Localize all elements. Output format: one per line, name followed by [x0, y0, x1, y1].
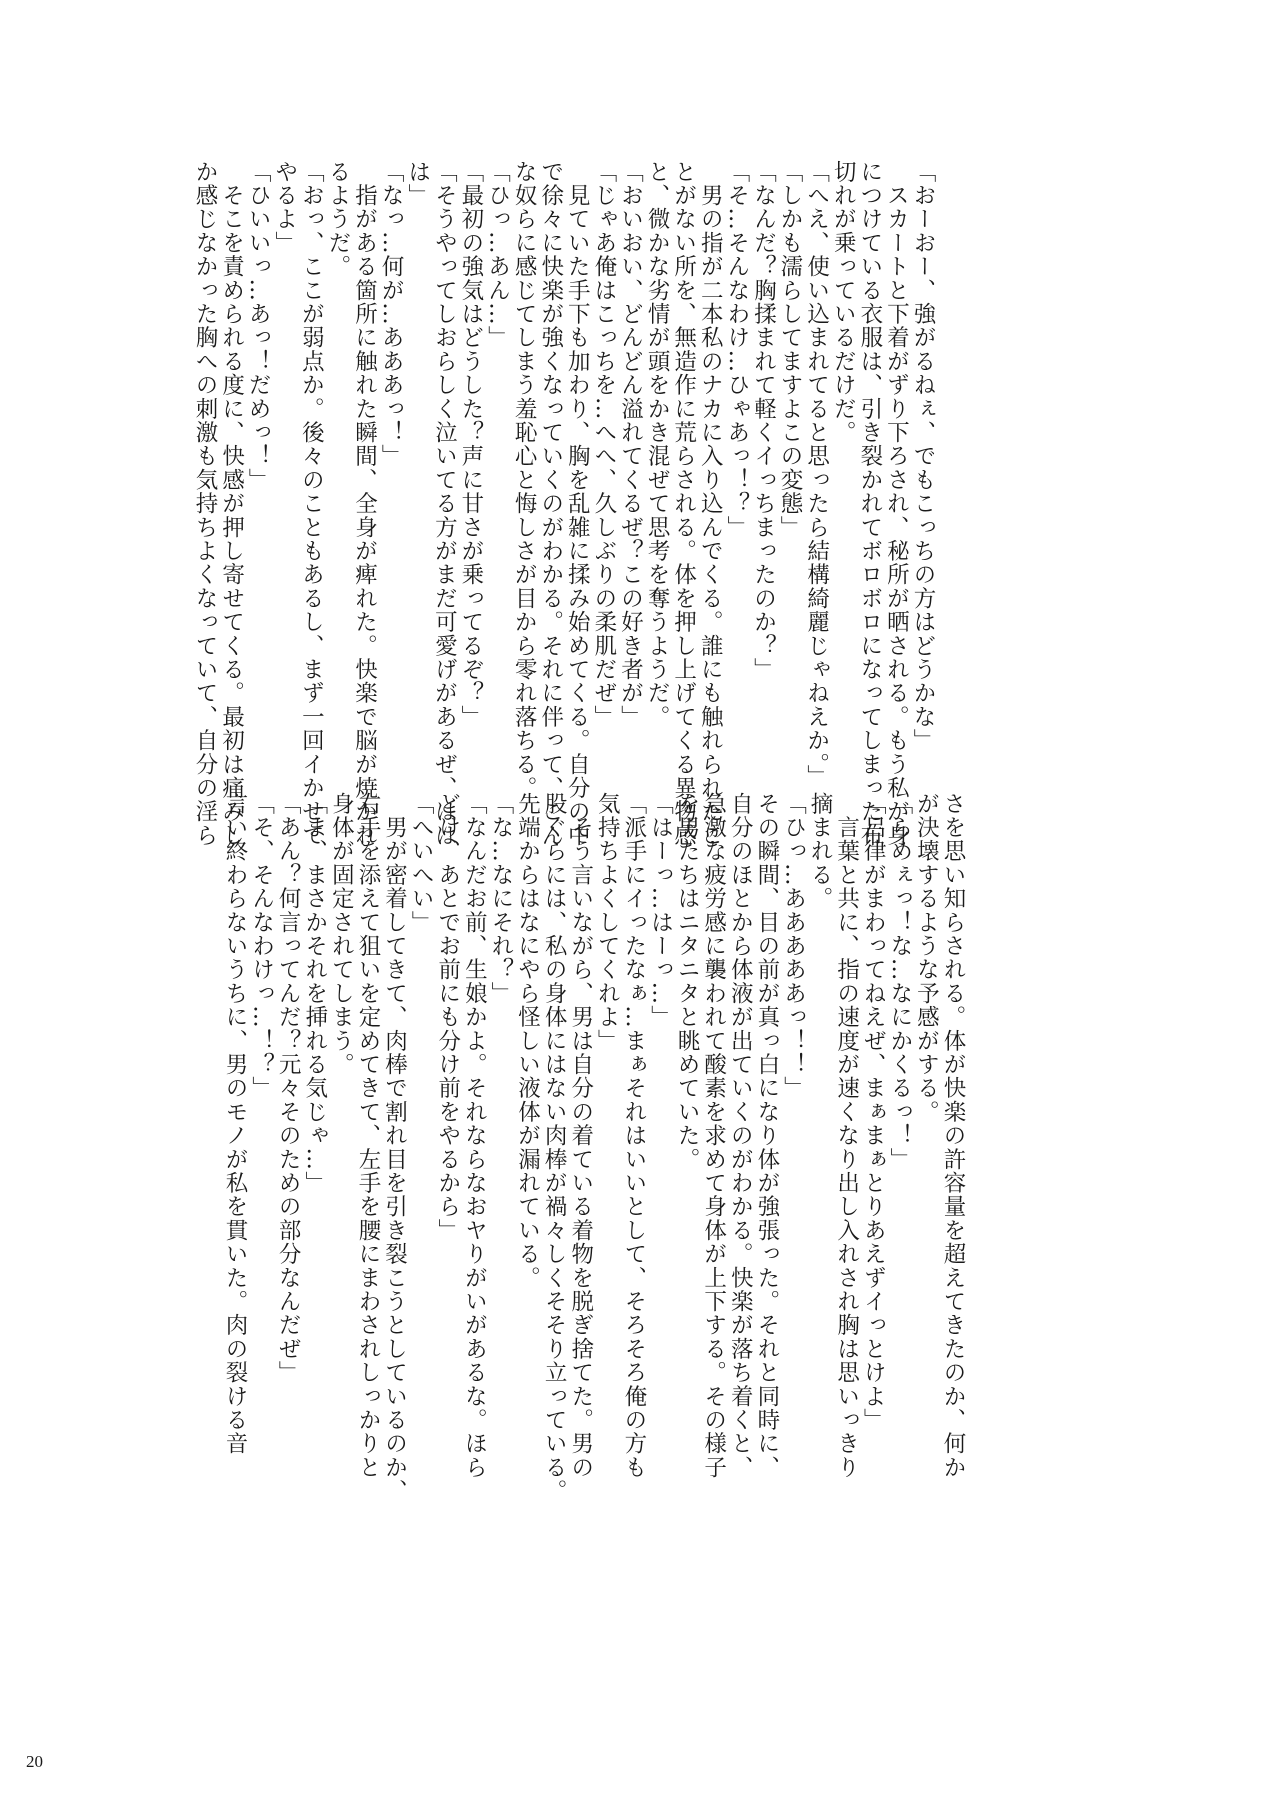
text-line: につけている衣服は、引き裂かれてボロボロになってしまった布	[856, 160, 883, 848]
text-line: どけ、あとでお前にも分け前をやるから」	[434, 792, 461, 1243]
text-line: 「なんだお前、生娘かよ。それならなおヤりがいがあるな。ほら	[461, 792, 488, 1480]
text-line: 「派手にイったなぁ…まぁそれはいいとして、そろそろ俺の方も	[620, 792, 647, 1480]
text-line: 先端からはなにやら怪しい液体が漏れている。	[514, 792, 541, 1290]
text-line: 「へえ、使い込まれてると思ったら結構綺麗じゃねえか。」	[803, 160, 830, 789]
text-line: やるよ」	[271, 160, 298, 255]
lower-text-block	[218, 792, 966, 1503]
text-line: を男たちはニタニタと眺めていた。	[674, 792, 701, 1172]
text-line: 「ひいいっ…あっ！だめっ！」	[245, 160, 272, 492]
text-line: 「おーおー、強がるねぇ、でもこっちの方はどうかな」	[910, 160, 936, 753]
text-line: 「そうやってしおらしく泣いてる方がまだ可愛げがあるぜ、はは	[431, 160, 458, 848]
text-line: 「ま、まさかそれを挿れる気じゃ…」	[301, 792, 328, 1195]
text-line: 「らめぇっ！な…なにかくるっ！」	[886, 792, 913, 1172]
text-line: 「へいへい」	[408, 792, 435, 935]
text-line: 股ぐらには、私の身体にはない肉棒が禍々しくそそり立っている。	[541, 792, 568, 1503]
text-line: 「じゃあ俺はこっちを…へへ、久しぶりの柔肌だぜ」	[590, 160, 617, 729]
text-line: 「おいおい、どんどん溢れてくるぜ？この好き者が」	[617, 160, 644, 729]
text-line: スカートと下着がずり下ろされ、秘所が晒される。もう私が身	[883, 160, 910, 848]
text-line: 急激な疲労感に襲われて酸素を求めて身体が上下する。その様子	[700, 792, 727, 1480]
text-line: 言い終わらないうちに、男のモノが私を貫いた。肉の裂ける音	[221, 792, 248, 1456]
text-line: と、微かな劣情が頭をかき混ぜて思考を奪うようだ。	[644, 160, 671, 729]
text-line: 男の指が二本私のナカに入り込んでくる。誰にも触れられたこ	[697, 160, 724, 848]
text-line: 「最初の強気はどうした？声に甘さが乗ってるぞ？」	[457, 160, 484, 729]
text-line: 「な…なにそれ？」	[487, 792, 514, 1006]
upper-text-block	[188, 160, 936, 848]
text-line: 「はーっ…はーっ…」	[647, 792, 674, 1029]
text-line: 男が密着してきて、肉棒で割れ目を引き裂こうとしているのか、	[381, 792, 408, 1503]
text-line: さを思い知らされる。体が快楽の許容量を超えてきたのか、何か	[940, 792, 966, 1480]
text-line: 「ひっ…あああああっ！！」	[780, 792, 807, 1101]
page-number: 20	[26, 1752, 43, 1771]
text-line: 「なんだ？胸揉まれて軽くイっちまったのか？」	[750, 160, 777, 682]
text-line: 指がある箇所に触れた瞬間、全身が痺れた。快楽で脳が焼かれ	[351, 160, 378, 848]
text-line: 気持ちよくしてくれよ」	[594, 792, 621, 1053]
text-line: 摘まれる。	[807, 792, 834, 911]
text-line: 「なっ…何が…あああっ！」	[378, 160, 405, 469]
text-line: とがない所を、無造作に荒らされる。体を押し上げてくる異物感	[670, 160, 697, 848]
text-line: が決壊するような予感がする。	[913, 792, 940, 1124]
text-line: るようだ。	[324, 160, 351, 279]
text-line: 「呂律がまわってねえぜ、まぁまぁとりあえずイっとけよ」	[860, 792, 887, 1432]
text-line: 「そ…そんなわけ…ひゃあっ！？」	[723, 160, 750, 540]
text-line: 「ひっ…あん…」	[484, 160, 511, 350]
text-line: 「しかも濡らしてますよこの変態」	[777, 160, 804, 540]
text-line: 右手を添えて狙いを定めてきて、左手を腰にまわされしっかりと	[354, 792, 381, 1480]
text-line: で徐々に快楽が強くなっていくのがわかる。それに伴って、こん	[537, 160, 564, 848]
text-line: な奴らに感じてしまう羞恥心と悔しさが目から零れ落ちる。	[511, 160, 538, 800]
text-line: 「あん？何言ってんだ？元々そのための部分なんだぜ」	[275, 792, 302, 1385]
text-line: 切れが乗っているだけだ。	[830, 160, 857, 445]
text-line: 「そ、そんなわけっ…！？」	[248, 792, 275, 1101]
text-line: 自分のほとから体液が出ていくのがわかる。快楽が落ち着くと、	[727, 792, 754, 1480]
text-line: そこを責められる度に、快感が押し寄せてくる。最初は痛みし	[218, 160, 245, 848]
text-line: 身体が固定されてしまう。	[328, 792, 355, 1077]
text-line: 見ていた手下も加わり、胸を乱雑に揉み始めてくる。自分の中	[564, 160, 591, 848]
text-line: そう言いながら、男は自分の着ている着物を脱ぎ捨てた。男の	[567, 792, 594, 1480]
text-line: その瞬間、目の前が真っ白になり体が強張った。それと同時に、	[753, 792, 780, 1480]
text-line: 言葉と共に、指の速度が速くなり出し入れされ胸は思いっきり	[833, 792, 860, 1480]
text-line: は」	[404, 160, 431, 208]
text-line: か感じなかった胸への刺激も気持ちよくなっていて、自分の淫ら	[191, 160, 218, 848]
text-line: 「おっ、ここが弱点か。後々のこともあるし、まず一回イかせて	[298, 160, 325, 848]
